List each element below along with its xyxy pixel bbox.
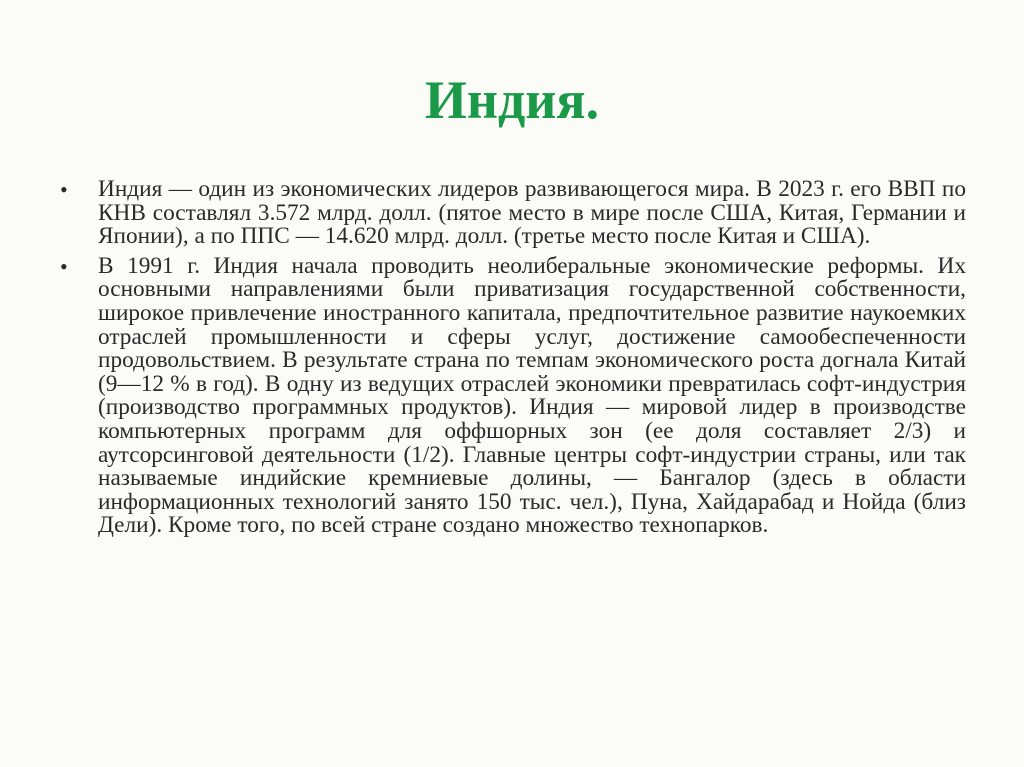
slide-title: Индия. [424,70,600,130]
bullet-list [60,178,966,544]
bullet-marker: • [60,177,68,202]
bullet-item [60,252,966,539]
bullet-text: В 1991 г. Индия начала проводить неолиберальные экономические реформы. Их основными направлениями были приватизация государственной собственности, широкое привлечение иностранного капитала, предпочтительное развитие наукоемких отраслей промышленности и сферы услуг, достижение самообеспеченности продовольствием. В результате страна по темпам экономического роста догнала Китай (9—12 % в год). В одну из ведущих отраслей экономики превратилась софт-индустрия (производство программных продуктов). Индия — мировой лидер в производстве компьютерных программ для оффшорных зон (ее доля составляет 2/3) и аутсорсинговой деятельности (1/2). Главные центры софт-индустрии страны, или так называемые индийские кремниевые долины, — Бангалор (здесь в области информационных технологий занято 150 тыс. чел.), Пуна, Хайдарабад и Нойда (близ Дели). Кроме того, по всей стране создано множество технопарков. [98,252,966,539]
bullet-item [60,178,966,249]
bullet-marker: • [60,253,68,279]
bullet-text: Индия — один из экономических лидеров развивающегося мира. В 2023 г. его ВВП по КНВ составлял 3.572 млрд. долл. (пятое место в мире после США, Китая, Германии и Японии), а по ППС — 14.620 млрд. долл. (третье место после Китая и США). [98,176,966,250]
